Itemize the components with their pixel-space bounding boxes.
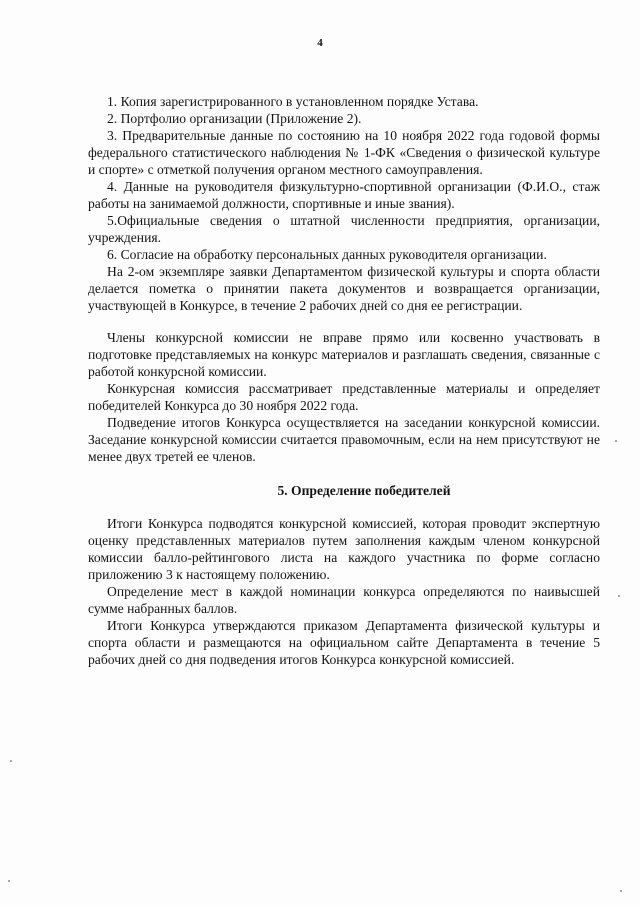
page-number: 4 <box>317 37 323 49</box>
paragraph-commission-review: Конкурсная комиссия рассматривает представленные материалы и определяет победителей Конкурса до 30 ноября 2022 года. <box>88 381 600 413</box>
scan-speck <box>8 880 10 882</box>
section-heading: 5. Определение победителей <box>277 483 451 498</box>
list-item-2: 2. Портфолио организации (Приложение 2). <box>107 111 362 126</box>
list-item-6: 6. Согласие на обработку персональных данных руководителя организации. <box>107 247 547 262</box>
list-item-1: 1. Копия зарегистрированного в установленном порядке Устава. <box>107 94 479 109</box>
paragraph-meeting-quorum: Подведение итогов Конкурса осуществляется на заседании конкурсной комиссии. Заседание конкурсной комиссии считается правомочным, если на нем присутствуют не менее двух третей ее членов. <box>88 415 600 464</box>
list-item-5: 5.Официальные сведения о штатной численности предприятия, организации, учреждения. <box>88 213 600 245</box>
scan-speck <box>615 440 617 442</box>
list-item-3: 3. Предварительные данные по состоянию на 10 ноября 2022 года годовой формы федерального статистического наблюдения № 1-ФК «Сведения о физической культуре и спорте» с отметкой получения органом местного самоуправления. <box>88 128 600 177</box>
list-item-4: 4. Данные на руководителя физкультурно-спортивной организации (Ф.И.О., стаж работы на занимаемой должности, спортивные и иные звания). <box>88 179 600 211</box>
paragraph-results-approval: Итоги Конкурса утверждаются приказом Департамента физической культуры и спорта области и размещаются на официальном сайте Департамента в течение 5 рабочих дней со дня подведения итогов Конкурса конкурсной комиссией. <box>88 618 600 667</box>
paragraph-expert-evaluation: Итоги Конкурса подводятся конкурсной комиссией, которая проводит экспертную оценку представленных материалов путем заполнения каждым членом конкурсной комиссии балло-рейтингового листа на каждого участника по форме согласно приложению 3 к настоящему положению. <box>88 516 600 582</box>
document-body <box>88 93 600 668</box>
scan-speck <box>618 595 620 597</box>
scan-speck <box>10 760 12 762</box>
paragraph-commission-members: Члены конкурсной комиссии не вправе прямо или косвенно участвовать в подготовке представляемых на конкурс материалов и разглашать сведения, связанные с работой конкурсной комиссии. <box>88 330 600 379</box>
paragraph-registration-mark: На 2-ом экземпляре заявки Департаментом физической культуры и спорта области делается пометка о принятии пакета документов и возвращается организации, участвующей в Конкурсе, в течение 2 рабочих дней со дня ее регистрации. <box>88 264 600 313</box>
scan-speck <box>620 890 622 892</box>
paragraph-places-determination: Определение мест в каждой номинации конкурса определяются по наивысшей сумме набранных баллов. <box>88 584 600 616</box>
